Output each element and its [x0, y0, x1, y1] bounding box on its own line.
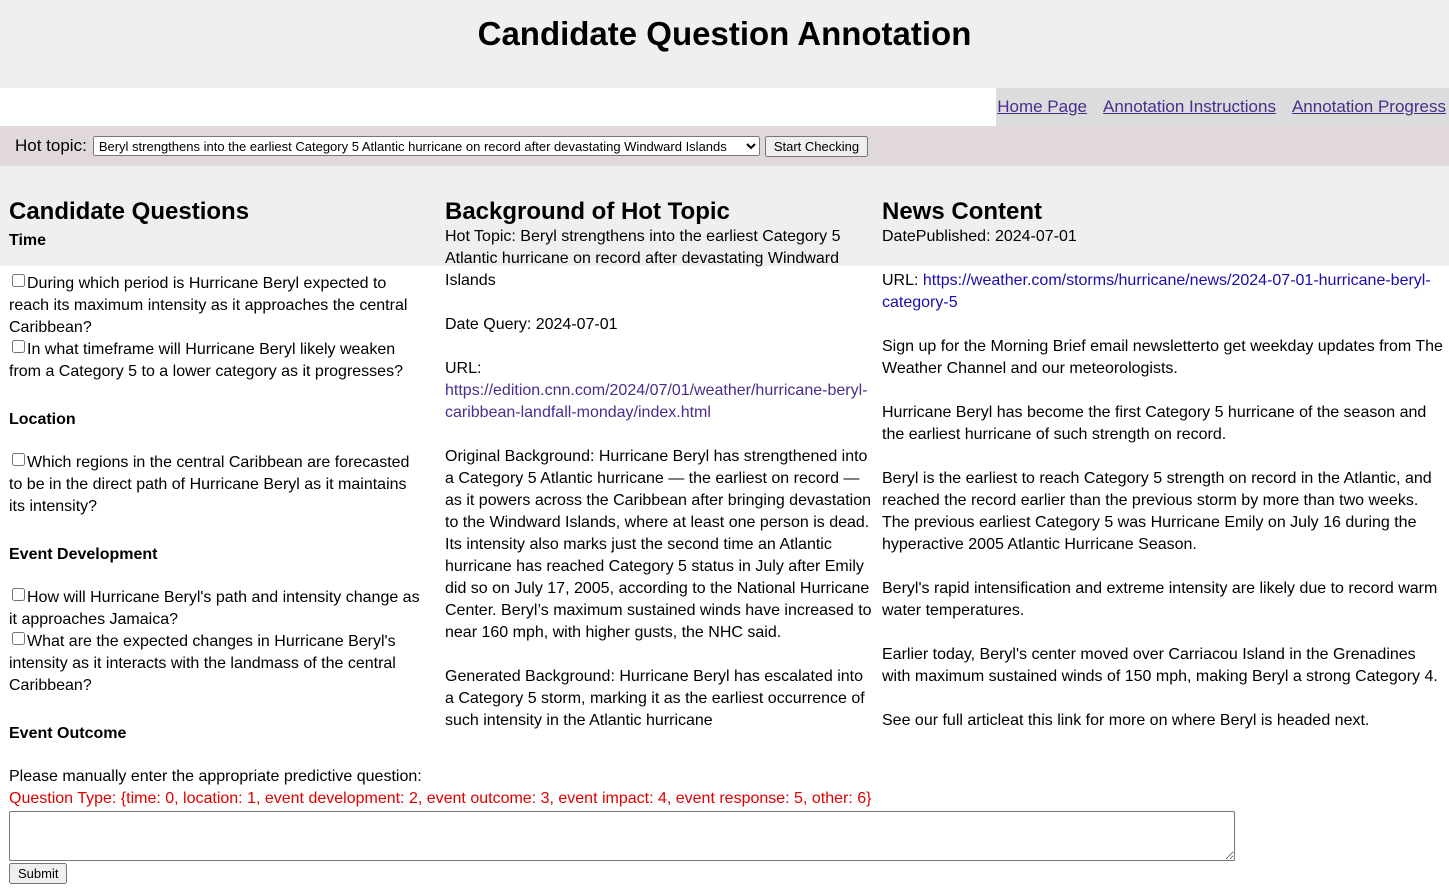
question-item: [9, 587, 426, 631]
candidate-questions-panel: [9, 166, 426, 764]
question-item: [9, 273, 426, 339]
background-url-link[interactable]: https://edition.cnn.com/2024/07/01/weather/hurricane-beryl-caribbean-landfall-monday/index.html: [445, 382, 868, 421]
manual-entry-prompt: Please manually enter the appropriate predictive question:: [9, 768, 422, 785]
news-url-link[interactable]: https://weather.com/storms/hurricane/news/2024-07-01-hurricane-beryl-category-5: [882, 272, 1431, 311]
news-paragraph: Beryl is the earliest to reach Category 5 strength on record in the Atlantic, and reached the record earlier than the previous storm by more than two weeks. The previous earliest Category 5 was Hurricane Emily on July 16 during the hyperactive 2005 Atlantic Hurricane Season.: [882, 470, 1432, 553]
page-title: Candidate Question Annotation: [477, 15, 972, 52]
question-text: During which period is Hurricane Beryl expected to reach its maximum intensity as it approaches the central Caribbean?: [9, 275, 408, 336]
hot-topic-label: Hot topic:: [15, 136, 87, 155]
category-location-label: Location: [9, 411, 76, 428]
manual-question-input[interactable]: [9, 811, 1235, 861]
header: [0, 0, 1449, 88]
background-heading: Background of Hot Topic: [445, 198, 730, 225]
question-text: In what timeframe will Hurricane Beryl likely weaken from a Category 5 to a lower category as it progresses?: [9, 341, 403, 380]
topic-bar: [0, 126, 1449, 166]
category-outcome-label: Event Outcome: [9, 725, 127, 742]
question-text: Which regions in the central Caribbean are forecasted to be in the direct path of Hurricane Beryl as it maintains its intensity?: [9, 454, 410, 515]
news-content-panel: [882, 166, 1444, 764]
background-hot-topic: Hot Topic: Beryl strengthens into the earliest Category 5 Atlantic hurricane on record after devastating Windward Islands: [445, 228, 841, 289]
news-content-heading: News Content: [882, 198, 1043, 225]
question-group-time: [9, 273, 426, 383]
news-paragraph: See our full articleat this link for more on where Beryl is headed next.: [882, 712, 1370, 729]
question-type-hint: Question Type: {time: 0, location: 1, event development: 2, event outcome: 3, event impact: 4, event response: 5, other: 6}: [9, 790, 872, 807]
top-nav: [996, 88, 1449, 126]
background-panel: [445, 166, 872, 764]
news-paragraph: Sign up for the Morning Brief email newsletterto get weekday updates from The Weather Channel and our meteorologists.: [882, 338, 1443, 377]
background-date-query: Date Query: 2024-07-01: [445, 316, 618, 333]
question-item: [9, 339, 426, 383]
question-group-development: [9, 587, 426, 697]
category-development-label: Event Development: [9, 546, 158, 563]
question-item: [9, 631, 426, 697]
submit-button[interactable]: Submit: [9, 863, 67, 884]
question-checkbox[interactable]: [12, 588, 25, 601]
nav-progress-link[interactable]: Annotation Progress: [1291, 97, 1446, 116]
news-paragraph: Beryl's rapid intensification and extreme intensity are likely due to record warm water temperatures.: [882, 580, 1438, 619]
candidate-questions-heading: Candidate Questions: [9, 198, 250, 225]
news-url-label: URL:: [882, 272, 919, 289]
background-original: Original Background: Hurricane Beryl has strengthened into a Category 5 Atlantic hurricane — the earliest on record — as it powers across the Caribbean after bringing devastation to the Windward Islands, where at least one person is dead. Its intensity also marks just the second time an Atlantic hurricane has reached Category 5 status in July after Emily did so on July 17, 2005, according to the National Hurricane Center. Beryl’s maximum sustained winds have increased to near 160 mph, with higher gusts, the NHC said.: [445, 448, 872, 641]
background-url-block: [445, 358, 872, 424]
background-url-label: URL:: [445, 360, 482, 377]
manual-entry-section: [9, 766, 1439, 885]
news-date-published: DatePublished: 2024-07-01: [882, 228, 1077, 245]
nav-instructions-link[interactable]: Annotation Instructions: [1103, 97, 1276, 116]
question-checkbox[interactable]: [12, 274, 25, 287]
hot-topic-select[interactable]: [93, 136, 760, 156]
question-text: What are the expected changes in Hurricane Beryl's intensity as it interacts with the landmass of the central Caribbean?: [9, 633, 396, 694]
question-checkbox[interactable]: [12, 340, 25, 353]
category-time-label: Time: [9, 232, 47, 249]
question-text: How will Hurricane Beryl's path and intensity change as it approaches Jamaica?: [9, 589, 420, 628]
question-checkbox[interactable]: [12, 453, 25, 466]
nav-home-link[interactable]: Home Page: [997, 97, 1087, 116]
question-checkbox[interactable]: [12, 632, 25, 645]
question-item: [9, 452, 426, 518]
start-checking-button[interactable]: Start Checking: [765, 136, 868, 157]
background-generated: Generated Background: Hurricane Beryl has escalated into a Category 5 storm, marking it as the earliest occurrence of such intensity in the Atlantic hurricane: [445, 668, 865, 729]
question-group-location: [9, 452, 426, 518]
news-paragraph: Hurricane Beryl has become the first Category 5 hurricane of the season and the earliest hurricane of such strength on record.: [882, 404, 1427, 443]
news-paragraph: Earlier today, Beryl's center moved over Carriacou Island in the Grenadines with maximum sustained winds of 150 mph, making Beryl a strong Category 4.: [882, 646, 1438, 685]
news-url-block: [882, 270, 1444, 314]
